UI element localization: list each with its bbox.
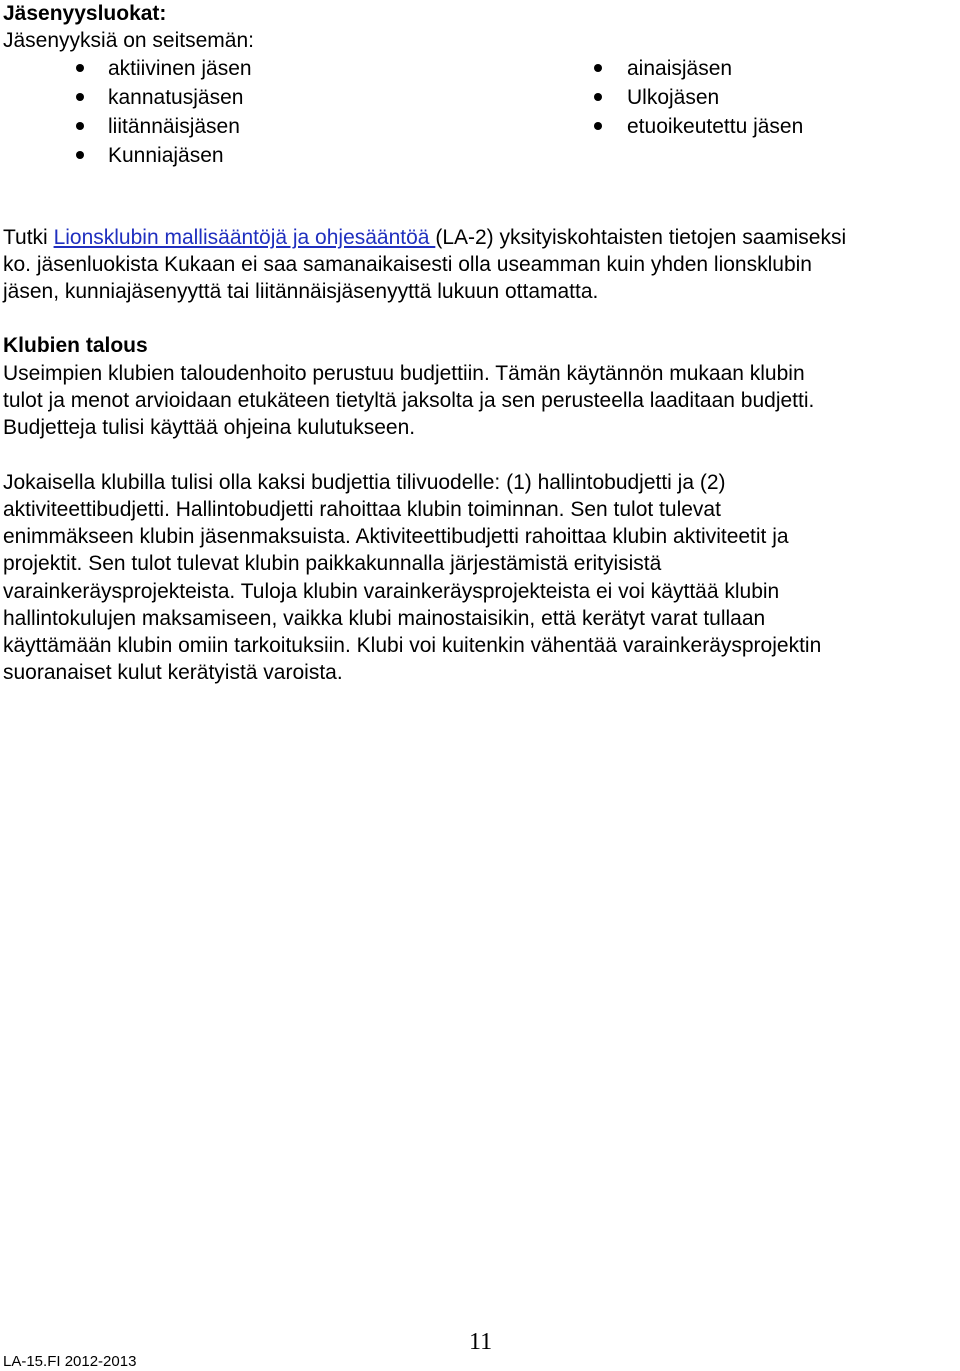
- membership-heading: Jäsenyysluokat:: [3, 2, 167, 25]
- finance-para2-line: aktiviteettibudjetti. Hallintobudjetti rahoittaa klubin toiminnan. Sen tulot tulevat: [3, 498, 721, 521]
- bullet-icon: [76, 93, 84, 101]
- bullet-icon: [594, 122, 602, 130]
- finance-para1-line: Useimpien klubien taloudenhoito perustuu budjettiin. Tämän käytännön mukaan klubin: [3, 362, 805, 385]
- bullet-icon: [76, 122, 84, 130]
- finance-para2-line: enimmäkseen klubin jäsenmaksuista. Aktiviteettibudjetti rahoittaa klubin aktiviteetit ja: [3, 525, 789, 548]
- finance-heading: Klubien talous: [3, 334, 148, 357]
- finance-para1-line: Budjetteja tulisi käyttää ohjeina kulutukseen.: [3, 416, 416, 439]
- study-line-2: ko. jäsenluokista Kukaan ei saa samanaikaisesti olla useamman kuin yhden lionsklubin: [3, 253, 812, 276]
- finance-para2-line: käyttämään klubin omiin tarkoituksiin. Klubi voi kuitenkin vähentää varainkeräysprojektin: [3, 634, 822, 657]
- bullet-icon: [594, 93, 602, 101]
- bullet-icon: [594, 64, 602, 72]
- document-code: LA-15.FI 2012-2013: [3, 1353, 137, 1370]
- finance-para1-line: tulot ja menot arvioidaan etukäteen tietyltä jaksolta ja sen perusteella laaditaan budjetti.: [3, 389, 815, 412]
- membership-intro: Jäsenyyksiä on seitsemän:: [3, 29, 254, 52]
- finance-para2-line: varainkeräysprojekteista. Tuloja klubin varainkeräysprojekteista ei voi käyttää klubin: [3, 580, 780, 603]
- study-line-1: Tutki Lionsklubin mallisääntöjä ja ohjesääntöä (LA-2) yksityiskohtaisten tietojen saamiseksi: [3, 226, 847, 249]
- study-line-3: jäsen, kunniajäsenyyttä tai liitännäisjäsenyyttä lukuun ottamatta.: [3, 280, 599, 303]
- regulations-link[interactable]: Lionsklubin mallisääntöjä ja ohjesääntöä: [53, 226, 436, 249]
- bullet-icon: [76, 151, 84, 159]
- finance-para2-line: Jokaisella klubilla tulisi olla kaksi budjettia tilivuodelle: (1) hallintobudjetti ja (2): [3, 471, 726, 494]
- finance-para2-line: projektit. Sen tulot tulevat klubin paikkakunnalla järjestämistä erityisistä: [3, 552, 662, 575]
- document-page: Jäsenyysluokat: Jäsenyyksiä on seitsemän: aktiivinen jäsen kannatusjäsen liitännäisjäsen Kunniajäsen ainaisjäsen Ulkojäsen etuoikeutettu jäsen Tutki Lionsklubin mallisääntöjä ja ohjesääntöä (LA-2) yksityiskohtaisten tietojen saamiseksi ko. jäsenluokista Kukaan ei saa samanaikaisesti olla useamman kuin yhden lionsklubin jäsen, kunniajäsenyyttä tai liitännäisjäsenyyttä lukuun ottamatta. Klubien talous Useimpien klubien taloudenhoito perustuu budjettiin. Tämän käytännön mukaan klubin tulot ja menot arvioidaan etukäteen tietyltä jaksolta ja sen perusteella laaditaan budjetti. Budjetteja tulisi käyttää ohjeina kulutukseen. Jokaisella klubilla tulisi olla kaksi budjettia tilivuodelle: (1) hallintobudjetti ja (2) aktiviteettibudjetti. Hallintobudjetti rahoittaa klubin toiminnan. Sen tulot tulevat enimmäkseen klubin jäsenmaksuista. Aktiviteettibudjetti rahoittaa klubin aktiviteetit ja projektit. Sen tulot tulevat klubin paikkakunnalla järjestämistä erityisistä varainkeräysprojekteista. Tuloja klubin varainkeräysprojekteista ei voi käyttää klubin hallintokulujen maksamiseen, vaikka klubi mainostaisikin, että kerätyt varat tullaan käyttämään klubin omiin tarkoituksiin. Klubi voi kuitenkin vähentää varainkeräysprojektin suoranaiset kulut kerätyistä varoista. 11 LA-15.FI 2012-2013: [3, 2, 847, 1370]
- page-number: 11: [469, 1329, 493, 1355]
- finance-para2-line: suoranaiset kulut kerätyistä varoista.: [3, 661, 343, 684]
- bullet-icon: [76, 64, 84, 72]
- finance-para2-line: hallintokulujen maksamiseen, vaikka klubi mainostaisikin, että kerätyt varat tullaan: [3, 607, 766, 630]
